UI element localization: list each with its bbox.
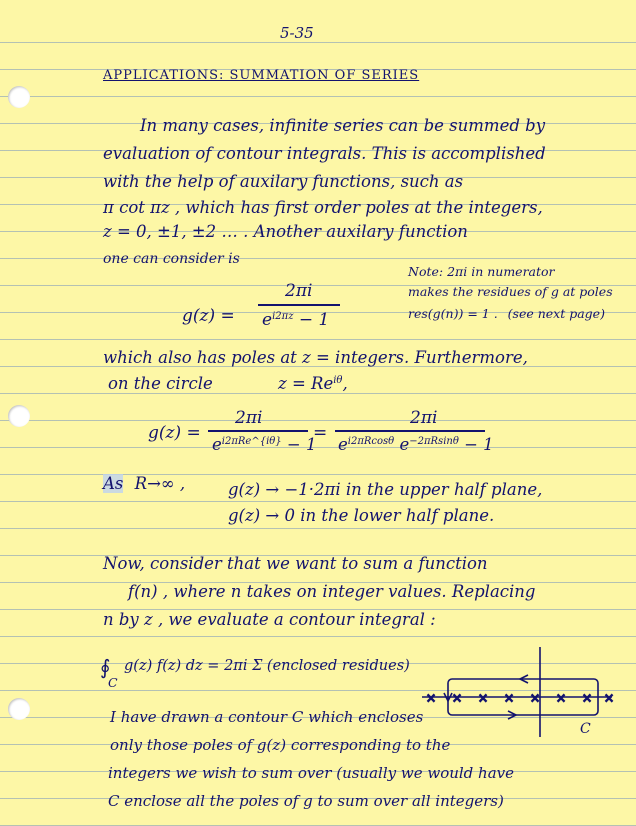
circle-line-text: on the circle <box>108 374 213 393</box>
binder-hole-top <box>8 86 30 108</box>
paragraph1-line-2: evaluation of contour integrals. This is accomplished <box>103 144 546 163</box>
eq2-denominator-1: $e^{i2\pi Re\^{}\{i\theta\}} - 1$ <box>212 435 317 454</box>
pole-mark: × <box>426 691 437 705</box>
binder-hole-bottom <box>8 698 30 720</box>
paragraph3-line-4: C enclose all the poles of g to sum over all integers) <box>108 792 504 810</box>
eq1-numerator: 2πi <box>285 281 313 301</box>
note-line-3 <box>408 308 605 321</box>
paragraph2-line-2: f(n) , where n takes on integer values. Replacing <box>128 582 536 601</box>
paragraph3-line-1: I have drawn a contour C which encloses <box>110 708 424 726</box>
contour-label: C <box>580 721 591 737</box>
paragraph3-line-2: only those poles of g(z) corresponding to the <box>110 736 451 754</box>
eq2-numerator-1: 2πi <box>235 408 263 428</box>
paragraph2-line-3: n by z , we evaluate a contour integral : <box>103 610 436 629</box>
paragraph1-line-6: one can consider is <box>103 251 240 267</box>
eq2-equals: = <box>313 423 328 443</box>
pole-mark: × <box>504 691 515 705</box>
note-line-1: Note: 2πi in numerator <box>408 264 555 279</box>
eq2-fraction-bar-1 <box>208 430 308 432</box>
eq2-lhs: g(z) = <box>148 423 201 443</box>
paragraph1-line-5: z = 0, ±1, ±2 … . Another auxilary function <box>103 222 468 241</box>
contour-integral-equation: g(z) f(z) dz = 2πi Σ (enclosed residues) <box>124 658 410 674</box>
pole-mark: × <box>582 691 593 705</box>
pole-mark: × <box>556 691 567 705</box>
eq1-fraction-bar <box>258 304 340 306</box>
paragraph2-line-1: Now, consider that we want to sum a function <box>103 554 488 573</box>
paragraph1-line-3: with the help of auxilary functions, such as <box>103 172 464 191</box>
contour-integral-subscript: C <box>108 675 118 690</box>
eq2-fraction-bar-2 <box>335 430 485 432</box>
page-heading: APPLICATIONS: SUMMATION OF SERIES <box>103 68 420 83</box>
limits-lower: g(z) → 0 in the lower half plane. <box>228 506 495 525</box>
eq2-denominator-2: $e^{i2\pi Rcos\theta}$ $e^{-2\pi Rsin\theta} - 1$ <box>338 435 494 454</box>
pole-mark: × <box>452 691 463 705</box>
note-residue-statement: res(g(n)) = 1 . <box>408 306 498 321</box>
paragraph3-line-3: integers we wish to sum over (usually we would have <box>108 764 515 782</box>
paragraph1-line-1: In many cases, infinite series can be summed by <box>140 116 546 135</box>
note-line-2: makes the residues of g at poles <box>408 284 613 299</box>
contour-diagram <box>420 645 620 740</box>
poles-line: which also has poles at z = integers. Furthermore, <box>103 348 528 367</box>
circle-line <box>108 376 348 393</box>
circle-equation: $z = Re^{i\theta}$, <box>278 374 348 393</box>
note-see-next-page: (see next page) <box>507 306 605 321</box>
limits-upper: g(z) → −1·2πi in the upper half plane, <box>228 480 543 499</box>
eq2-numerator-2: 2πi <box>410 408 438 428</box>
eq1-denominator: $e^{i2\pi z} - 1$ <box>262 310 330 330</box>
page-number: 5-35 <box>280 24 314 42</box>
limits-as-word: As <box>103 474 124 493</box>
limits-as <box>103 476 185 493</box>
binder-hole-middle <box>8 405 30 427</box>
pole-mark: × <box>530 691 541 705</box>
eq1-lhs: g(z) = <box>182 306 235 326</box>
contour-integral-symbol: ∮ <box>100 655 111 679</box>
paragraph1-line-4: π cot πz , which has first order poles at the integers, <box>103 198 543 217</box>
pole-mark: × <box>478 691 489 705</box>
limits-r-to-infinity: R→∞ , <box>134 474 186 493</box>
pole-mark: × <box>604 691 615 705</box>
pole-marks <box>426 691 614 705</box>
